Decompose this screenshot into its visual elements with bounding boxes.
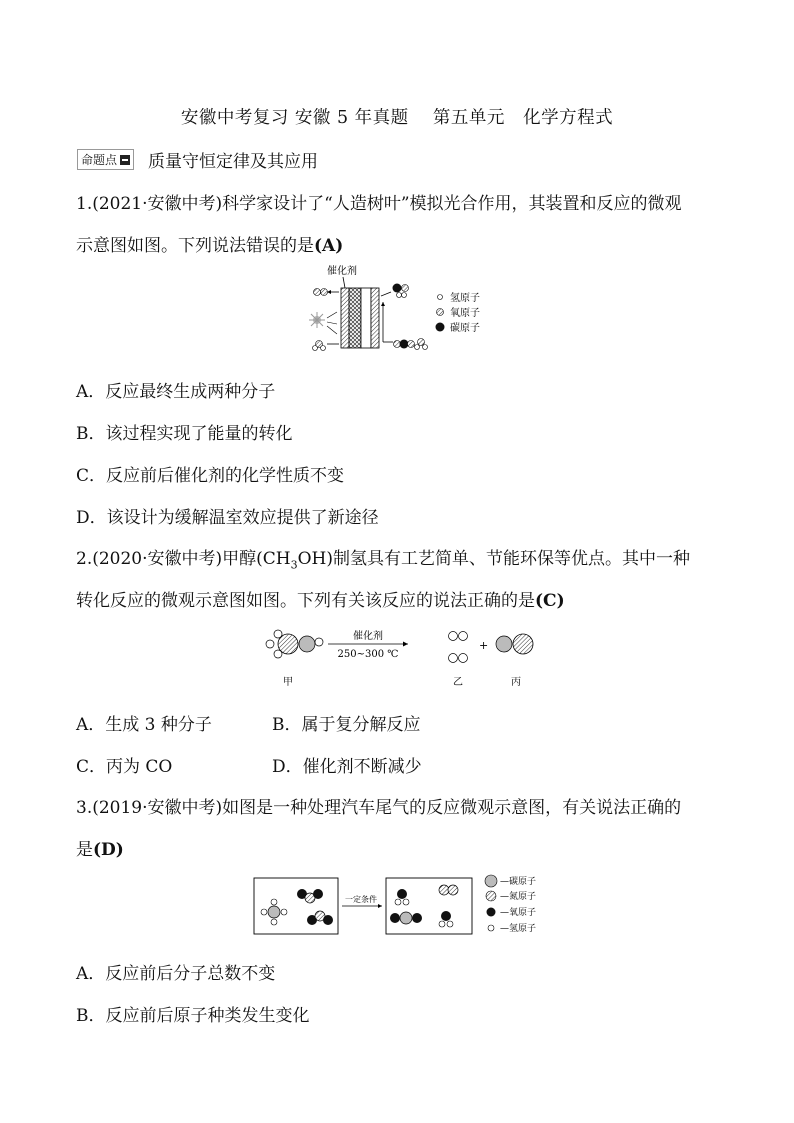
question-3-option-a: A．反应前后分子总数不变 [76,964,276,984]
question-3-answer: (D) [93,840,124,860]
legend-nitrogen: —氮原子 [500,892,537,902]
page-title: 安徽中考复习 安徽 5 年真题 第五单元 化学方程式 [180,108,614,128]
question-1-option-b: B．该过程实现了能量的转化 [76,424,293,444]
legend-carbon: —碳原子 [500,877,537,887]
plate-middle [361,288,371,348]
legend-carbon: 碳原子 [450,323,480,334]
topic-tag: 命题点 [77,149,134,170]
question-3-stem-2: 是(D) [76,840,124,860]
question-3-figure [252,872,552,938]
figure-1-catalyst-label: 催化剂 [327,266,357,277]
sun-icon [309,312,325,328]
question-2-option-a: A．生成 3 种分子 [76,715,212,735]
label-yi: 乙 [453,677,463,688]
question-1-option-a: A．反应最终生成两种分子 [76,382,276,402]
plus-sign: + [479,639,489,652]
question-2-answer: (C) [535,591,565,611]
question-2-stem-2: 转化反应的微观示意图如图。下列有关该反应的说法正确的是(C) [76,591,565,611]
question-2-option-b: B．属于复分解反应 [272,715,421,735]
question-2-stem: 2.(2020·安徽中考)甲醇$(CH_3OH)$制氢具有工艺简单、节能环保等优点。其中一种 [76,549,691,572]
question-1-stem: 1.(2021·安徽中考)科学家设计了“人造树叶”模拟光合作用，其装置和反应的微观 [76,194,682,214]
question-2-figure [258,622,548,692]
question-1-option-d: D．该设计为缓解温室效应提供了新途径 [76,508,379,528]
question-3-stem: 3.(2019·安徽中考)如图是一种处理汽车尾气的反应微观示意图，有关说法正确的 [76,798,682,818]
reactants-box [254,878,338,934]
figure-2-condition: 250~300 ℃ [337,649,399,660]
question-1-option-c: C．反应前后催化剂的化学性质不变 [76,466,345,486]
label-bing: 丙 [511,677,521,688]
minus-icon [120,155,130,165]
label-jia: 甲 [283,677,293,688]
question-1-figure [305,262,495,354]
question-1-stem-2: 示意图如图。下列说法错误的是(A) [76,236,344,256]
question-3-option-b: B．反应前后原子种类发生变化 [76,1006,310,1026]
legend-hydrogen: —氢原子 [500,924,537,934]
legend-oxygen: 氧原子 [450,308,480,319]
section-header [77,147,318,172]
catalyst-membrane [349,288,361,348]
legend-oxygen: —氧原子 [500,908,537,918]
plate-left [341,288,349,348]
question-2-option-d: D．催化剂不断减少 [272,757,422,777]
section-title: 质量守恒定律及其应用 [148,152,319,172]
legend-hydrogen: 氢原子 [450,293,480,304]
products-box [386,878,472,934]
figure-3-condition: 一定条件 [345,895,377,904]
question-2-option-c: C．丙为 CO [76,757,173,777]
plate-right [371,288,379,348]
figure-2-catalyst: 催化剂 [353,631,383,642]
question-1-answer: (A) [314,236,344,256]
